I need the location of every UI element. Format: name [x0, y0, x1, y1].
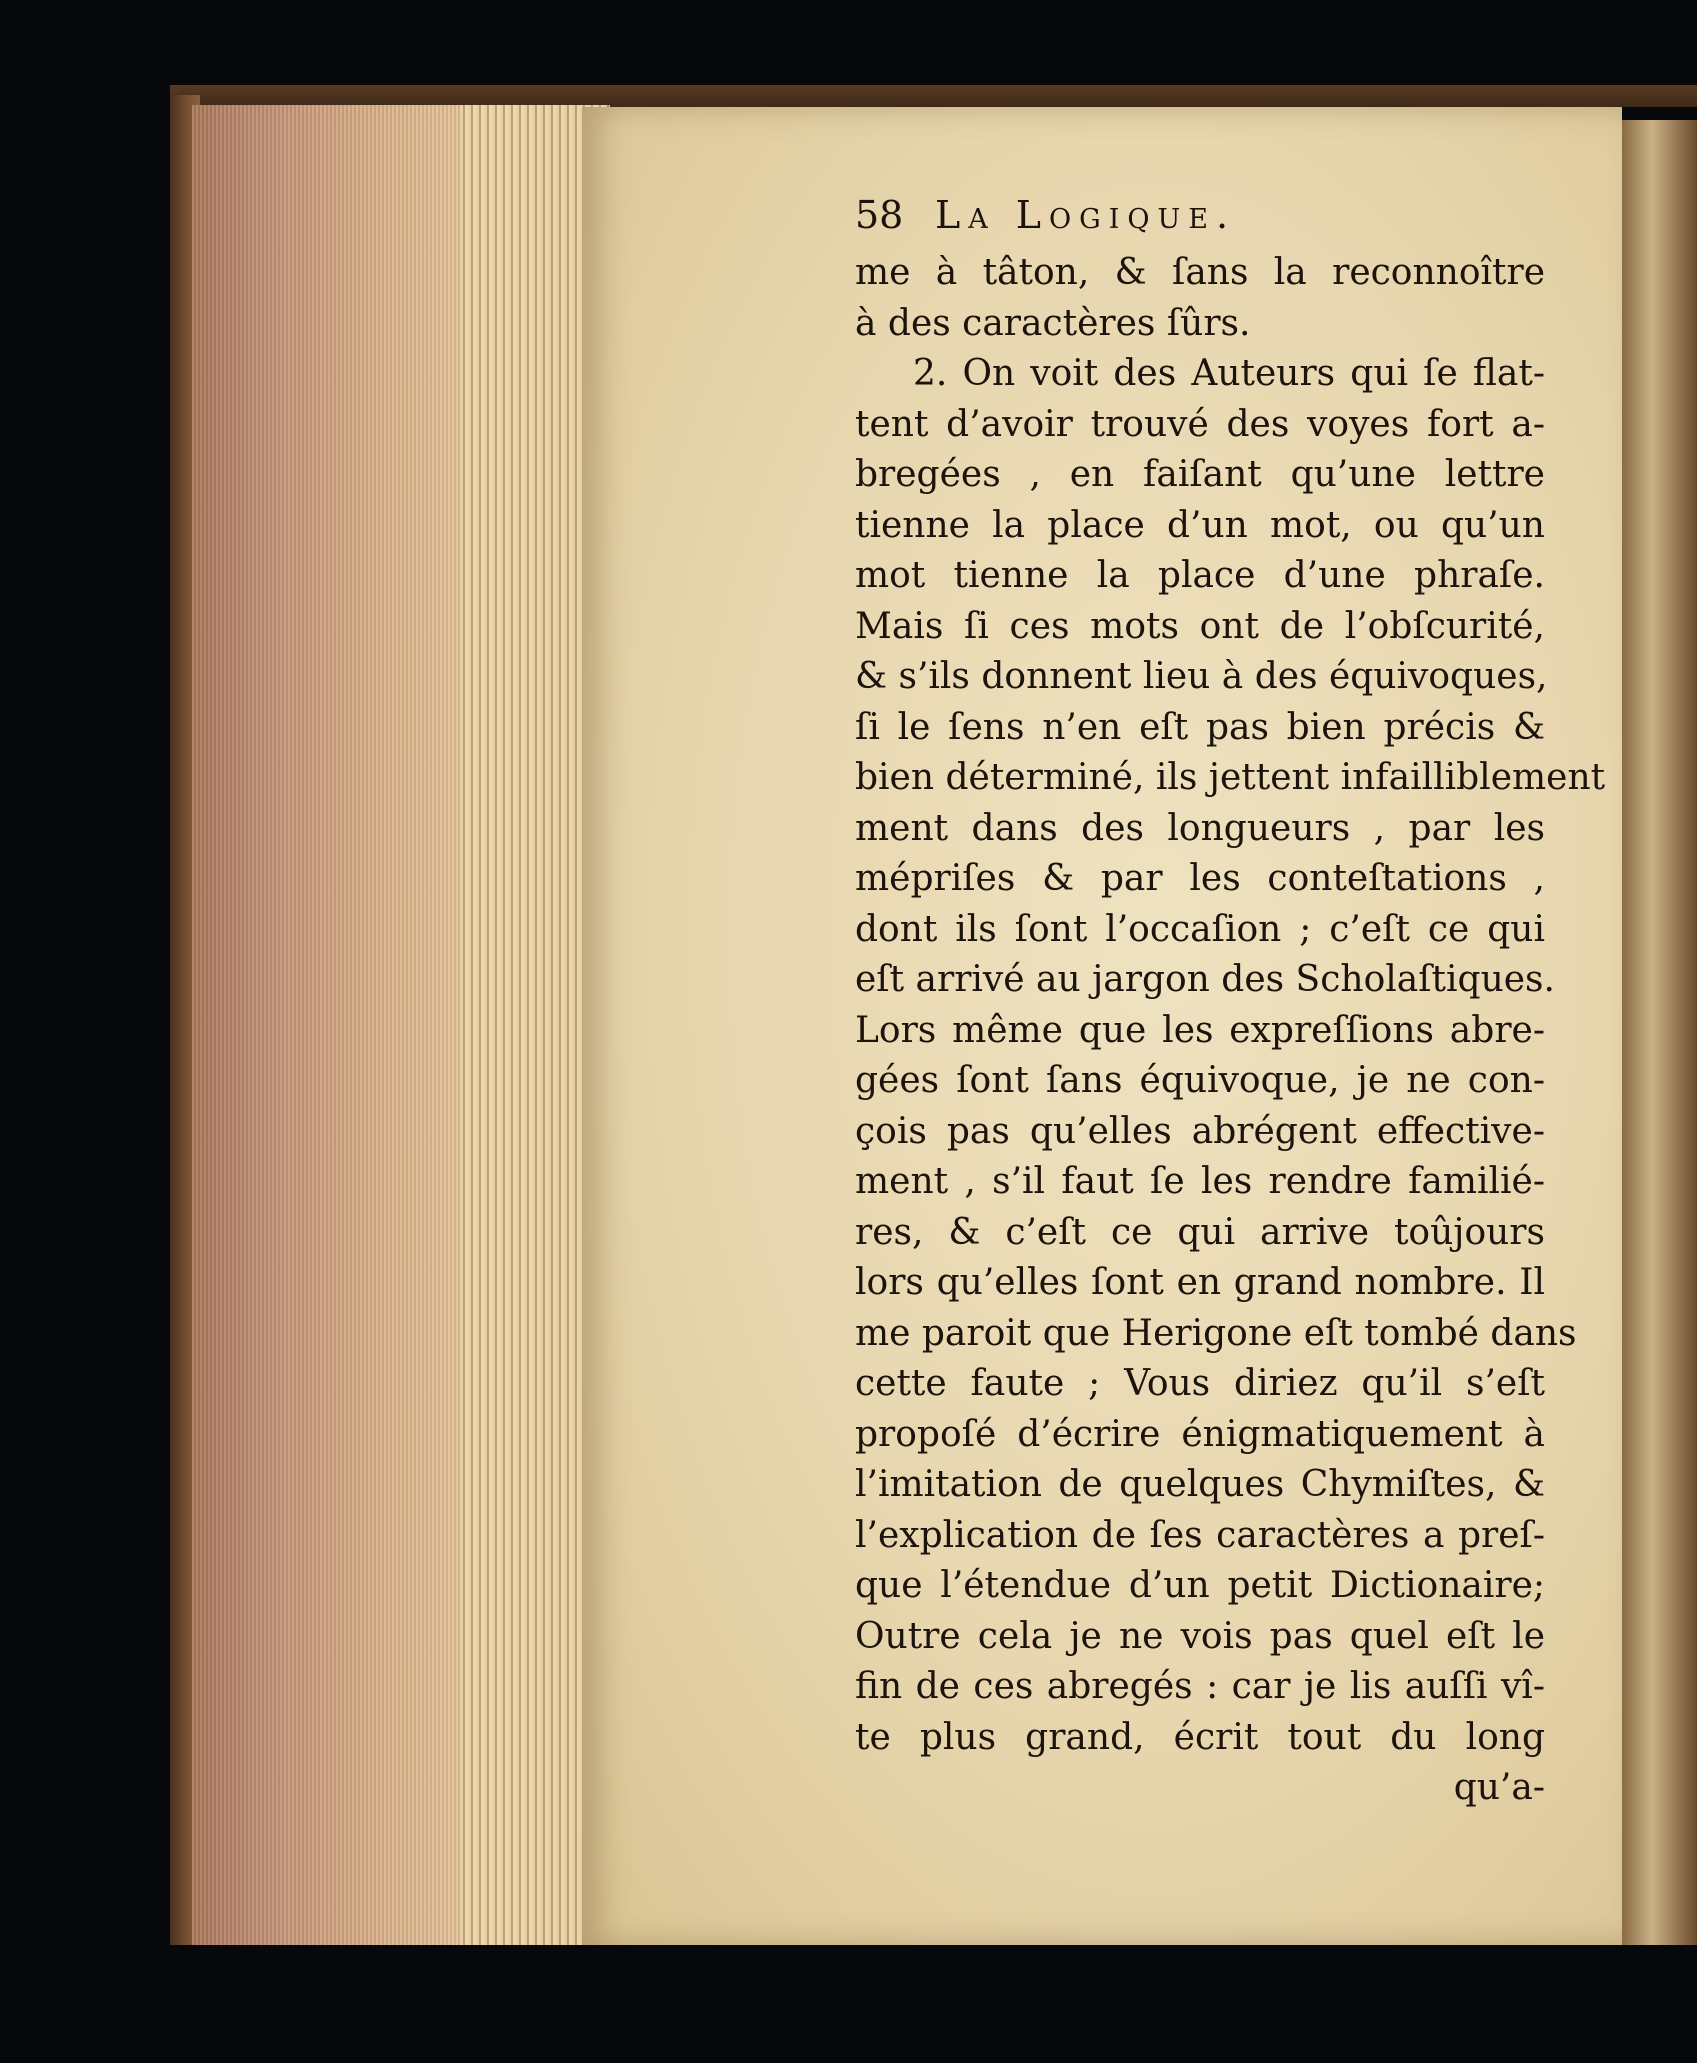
text-line: mot tienne la place d’une phraſe.	[855, 555, 1545, 596]
text-line: ſi le ſens n’en eſt pas bien précis &	[855, 706, 1545, 748]
text-line: bregées , en faiſant qu’une lettre	[855, 454, 1545, 495]
book-cover-top	[170, 85, 1697, 107]
text-line: ment , s’il faut ſe les rendre familié-	[855, 1161, 1545, 1202]
text-line: me paroit que Herigone eſt tombé dans	[855, 1312, 1577, 1354]
page-number: 58	[855, 193, 904, 237]
text-line: Mais ſi ces mots ont de l’obſcurité,	[855, 605, 1545, 647]
text-line: à des caractères ſûrs.	[855, 302, 1251, 344]
text-line: te plus grand, écrit tout du long	[855, 1716, 1545, 1758]
text-line: & s’ils donnent lieu à des équivoques,	[855, 656, 1548, 697]
text-line: propoſé d’écrire énigmatiquement à	[855, 1413, 1545, 1455]
text-line: Outre cela je ne vois pas quel eſt le	[855, 1615, 1545, 1657]
text-line: qu’a-	[1453, 1767, 1545, 1808]
text-line: res, & c’eſt ce qui arrive toûjours	[855, 1211, 1545, 1253]
text-line: çois pas qu’elles abrégent effective-	[855, 1110, 1545, 1152]
text-line: mépriſes & par les conteſtations ,	[855, 858, 1545, 899]
text-line: l’imitation de quelques Chymiſtes, &	[855, 1464, 1545, 1505]
body-text	[855, 248, 1606, 1814]
text-line: tienne la place d’un mot, ou qu’un	[855, 504, 1545, 546]
text-line: tent d’avoir trouvé des voyes fort a-	[855, 403, 1545, 445]
text-line: eſt arrivé au jargon des Scholaſtiques.	[855, 959, 1555, 1000]
running-title: La Logique.	[935, 193, 1237, 237]
page-header	[855, 193, 1555, 248]
text-line: cette faute ; Vous diriez qu’il s’eſt	[855, 1363, 1545, 1404]
text-line: me à tâton, & ſans la reconnoître	[855, 252, 1545, 293]
text-line: l’explication de ſes caractères a preſ-	[855, 1514, 1545, 1556]
text-line: ment dans des longueurs , par les	[855, 807, 1545, 849]
text-line: Lors même que les expreſſions abre-	[855, 1009, 1545, 1051]
book-right-edge	[1622, 120, 1697, 1945]
text-line: gées ſont ſans équivoque, je ne con-	[855, 1060, 1545, 1101]
text-line: lors qu’elles ſont en grand nombre. Il	[855, 1262, 1545, 1303]
text-line: dont ils ſont l’occaſion ; c’eſt ce qui	[855, 908, 1545, 950]
text-line: que l’étendue d’un petit Dictionaire;	[855, 1565, 1545, 1606]
page-text	[855, 193, 1606, 1814]
text-line: 2. On voit des Auteurs qui ſe flat-	[913, 353, 1545, 394]
text-line: fin de ces abregés : car je lis auſſi vî-	[855, 1666, 1545, 1707]
text-line: bien déterminé, ils jettent infailliblement	[855, 757, 1606, 798]
